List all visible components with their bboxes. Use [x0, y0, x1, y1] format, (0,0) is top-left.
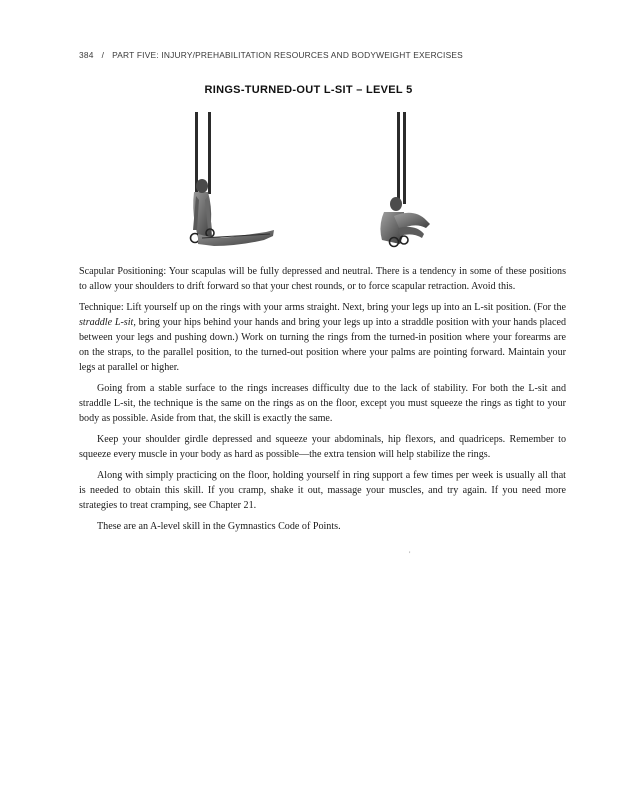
technique-text-b: , bring your hips behind your hands and bring your legs up into a straddle position with your hands placed between your legs and pushing down.) Work on turning the rings from the turned-in position where your forearms are on the straps, to the parallel position, to the turned-out position where your palms are pointing forward. Maintain your legs at parallel or higher.	[79, 317, 567, 373]
left-ring-strap	[397, 112, 400, 204]
tuck-rings-photo	[370, 112, 436, 254]
running-head	[79, 50, 463, 60]
body-text	[79, 264, 566, 540]
exercise-title: RINGS-TURNED-OUT L-SIT – LEVEL 5	[204, 84, 413, 96]
technique-emphasis: straddle L-sit	[79, 317, 134, 328]
paragraph-squeeze: Keep your shoulder girdle depressed and squeeze your abdominals, hip flexors, and quadriceps. Remember to squeeze every muscle in your body as hard as possible—the extra tension will help stabilize the rings.	[79, 434, 566, 460]
paragraph-stability: Going from a stable surface to the rings increases difficulty due to the lack of stability. For both the L-sit and straddle L-sit, the technique is the same on the rings as on the floor, except you must squeeze the rings as tight to your body as possible. Aside from that, the skill is exactly the same.	[79, 383, 566, 424]
header-separator: /	[101, 50, 105, 60]
technique-text-a: Technique: Lift yourself up on the rings with your arms straight. Next, bring your legs up into an L-sit position. (For the	[79, 302, 566, 313]
section-title: PART FIVE: INJURY/PREHABILITATION RESOURCES AND BODYWEIGHT EXERCISES	[112, 50, 463, 60]
right-ring-strap	[403, 112, 406, 204]
stray-mark: ,	[409, 548, 411, 554]
l-sit-rings-photo	[178, 112, 278, 254]
paragraph-code: These are an A-level skill in the Gymnastics Code of Points.	[97, 521, 341, 532]
paragraph-practice: Along with simply practicing on the floor, holding yourself in ring support a few times per week is usually all that is needed to obtain this skill. If you cramp, shake it out, massage your muscles, and try again. If you need more strategies to treat cramping, see Chapter 21.	[79, 470, 566, 511]
page-number: 384	[79, 50, 94, 60]
paragraph-technique	[79, 300, 566, 375]
right-ring-strap	[208, 112, 211, 194]
paragraph-scapular: Scapular Positioning: Your scapulas will be fully depressed and neutral. There is a tendency in some of these positions to allow your shoulders to drift forward so that your chest rounds, or to force scapular retraction. Avoid this.	[79, 266, 566, 292]
